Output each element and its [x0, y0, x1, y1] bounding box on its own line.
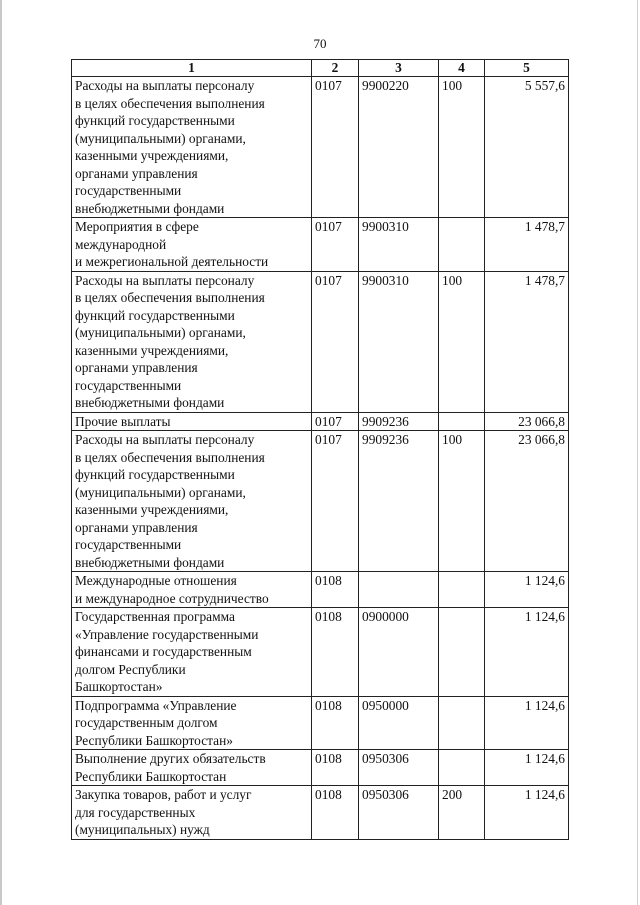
row-code: 0950000 — [359, 696, 439, 750]
row-name: Закупка товаров, работ и услуг для государственных (муниципальных) нужд — [72, 786, 312, 840]
row-code: 9900310 — [359, 271, 439, 412]
row-type: 100 — [439, 77, 485, 218]
row-type — [439, 608, 485, 697]
row-amount: 1 478,7 — [485, 218, 569, 272]
scan-edge-right — [637, 0, 638, 905]
row-code — [359, 572, 439, 608]
row-amount: 1 124,6 — [485, 572, 569, 608]
row-type: 200 — [439, 786, 485, 840]
row-code: 9900310 — [359, 218, 439, 272]
row-type — [439, 218, 485, 272]
row-section: 0107 — [312, 77, 359, 218]
budget-table — [71, 59, 569, 840]
row-section: 0108 — [312, 750, 359, 786]
row-type: 100 — [439, 431, 485, 572]
row-name: Выполнение других обязательств Республики Башкортостан — [72, 750, 312, 786]
table-row — [72, 412, 569, 431]
row-amount: 23 066,8 — [485, 412, 569, 431]
row-code: 9909236 — [359, 412, 439, 431]
row-type — [439, 696, 485, 750]
table-row — [72, 431, 569, 572]
row-amount: 5 557,6 — [485, 77, 569, 218]
table-row — [72, 696, 569, 750]
row-code: 0950306 — [359, 750, 439, 786]
row-name: Мероприятия в сфере международной и межрегиональной деятельности — [72, 218, 312, 272]
row-code: 9900220 — [359, 77, 439, 218]
header-col-4: 4 — [439, 60, 485, 77]
row-type — [439, 412, 485, 431]
row-section: 0108 — [312, 608, 359, 697]
table-row — [72, 750, 569, 786]
row-name: Международные отношения и международное сотрудничество — [72, 572, 312, 608]
page-number: 70 — [313, 36, 327, 51]
row-amount: 1 124,6 — [485, 786, 569, 840]
table-row — [72, 271, 569, 412]
row-section: 0108 — [312, 572, 359, 608]
row-type — [439, 572, 485, 608]
scan-edge-left — [0, 0, 2, 905]
row-section: 0107 — [312, 412, 359, 431]
row-code: 0950306 — [359, 786, 439, 840]
table-row — [72, 77, 569, 218]
row-amount: 1 124,6 — [485, 696, 569, 750]
header-col-3: 3 — [359, 60, 439, 77]
row-amount: 1 478,7 — [485, 271, 569, 412]
row-name: Расходы на выплаты персоналу в целях обеспечения выполнения функций государственными (муниципальными) органами, казенными учреждениями, органами управления государственными внебюджетными фондами — [72, 431, 312, 572]
table-row — [72, 608, 569, 697]
row-name: Расходы на выплаты персоналу в целях обеспечения выполнения функций государственными (муниципальными) органами, казенными учреждениями, органами управления государственными внебюджетными фондами — [72, 77, 312, 218]
row-type: 100 — [439, 271, 485, 412]
row-section: 0107 — [312, 431, 359, 572]
row-section: 0107 — [312, 218, 359, 272]
table-header-row — [72, 60, 569, 77]
table-row — [72, 218, 569, 272]
header-col-5: 5 — [485, 60, 569, 77]
table-row — [72, 786, 569, 840]
row-section: 0107 — [312, 271, 359, 412]
row-section: 0108 — [312, 696, 359, 750]
row-code: 0900000 — [359, 608, 439, 697]
row-code: 9909236 — [359, 431, 439, 572]
row-amount: 23 066,8 — [485, 431, 569, 572]
row-name: Подпрограмма «Управление государственным долгом Республики Башкортостан» — [72, 696, 312, 750]
row-amount: 1 124,6 — [485, 750, 569, 786]
row-name: Расходы на выплаты персоналу в целях обеспечения выполнения функций государственными (муниципальными) органами, казенными учреждениями, органами управления государственными внебюджетными фондами — [72, 271, 312, 412]
row-section: 0108 — [312, 786, 359, 840]
table-row — [72, 572, 569, 608]
header-col-1: 1 — [72, 60, 312, 77]
row-name: Государственная программа «Управление государственными финансами и государственным долгом Республики Башкортостан» — [72, 608, 312, 697]
header-col-2: 2 — [312, 60, 359, 77]
row-amount: 1 124,6 — [485, 608, 569, 697]
row-name: Прочие выплаты — [72, 412, 312, 431]
row-type — [439, 750, 485, 786]
